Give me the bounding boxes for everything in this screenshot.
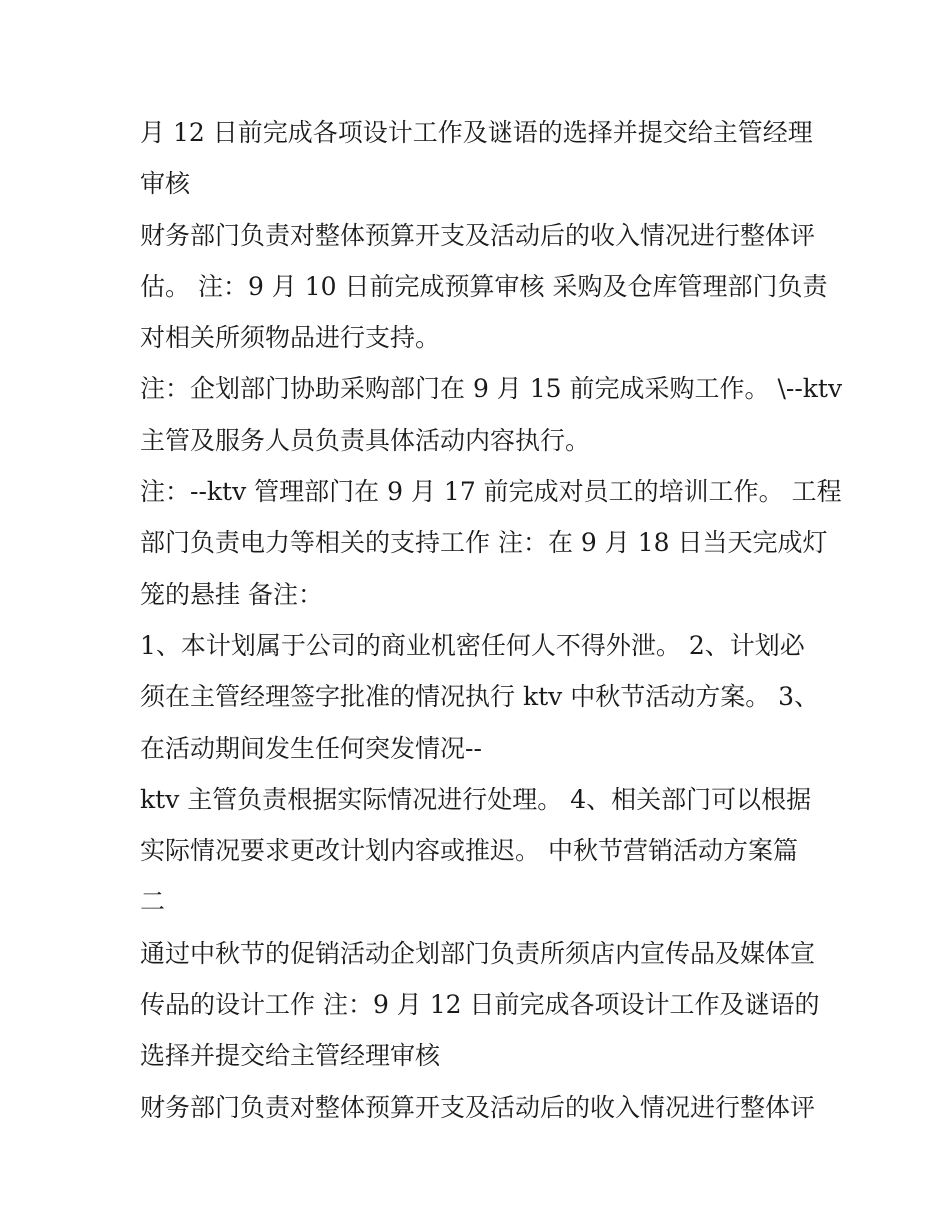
text-line-4: 估。 注：9 月 10 日前完成预算审核 采购及仓库管理部门负责 [140,271,828,301]
text-line-1: 月 12 日前完成各项设计工作及谜语的选择并提交给主管经理 [140,118,813,147]
text-line-10: 笼的悬挂 备注： [140,579,323,609]
text-line-13: 在活动期间发生任何突发情况-- [140,733,482,763]
text-line-9: 部门负责电力等相关的支持工作 注：在 9 月 18 日当天完成灯 [140,528,828,558]
text-line-12: 须在主管经理签字批准的情况执行 ktv 中秋节活动方案。 3、 [140,682,820,712]
text-line-15: 实际情况要求更改计划内容或推迟。 中秋节营销活动方案篇 [140,836,798,866]
text-line-19: 选择并提交给主管经理审核 [140,1041,441,1071]
text-line-3: 财务部门负责对整体预算开支及活动后的收入情况进行整体评 [140,220,816,250]
text-line-5: 对相关所须物品进行支持。 [140,323,441,353]
text-line-20: 财务部门负责对整体预算开支及活动后的收入情况进行整体评 [140,1092,816,1122]
text-line-14: ktv 主管负责根据实际情况进行处理。 4、相关部门可以根据 [140,784,812,814]
text-line-8: 注：--ktv 管理部门在 9 月 17 前完成对员工的培训工作。 工程 [140,477,842,507]
text-line-7: 主管及服务人员负责具体活动内容执行。 [140,425,591,455]
document-body [140,107,843,1133]
text-line-16: 二 [140,887,166,917]
text-line-18: 传品的设计工作 注：9 月 12 日前完成各项设计工作及谜语的 [140,990,820,1020]
text-line-6: 注：企划部门协助采购部门在 9 月 15 前完成采购工作。 \--ktv [140,374,843,404]
text-line-2: 审核 [140,169,191,199]
text-line-17: 通过中秋节的促销活动企划部门负责所须店内宣传品及媒体宣 [140,938,816,968]
text-line-11: 1、本计划属于公司的商业机密任何人不得外泄。 2、计划必 [140,630,805,660]
